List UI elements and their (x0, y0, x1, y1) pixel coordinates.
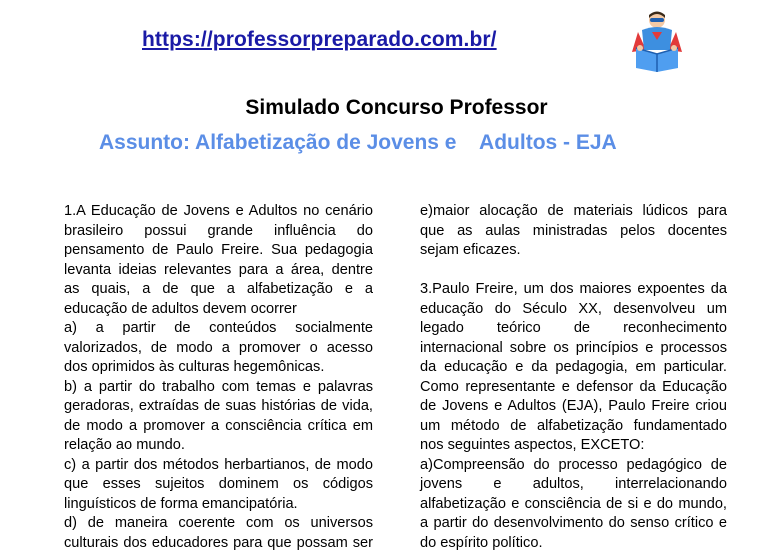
page-subtitle: Assunto: Alfabetização de Jovens e Adultos - EJA (99, 131, 617, 155)
option-d-line: culturais dos educadores para que possam ser (64, 534, 373, 553)
option-a-line: do espírito político. (420, 534, 727, 553)
page-title: Simulado Concurso Professor (0, 96, 771, 120)
text-line: as quais, a de que a alfabetização e a (64, 280, 373, 300)
option-e-line: que as aulas ministradas pelos docentes (420, 222, 727, 242)
text-line: internacional sobre os princípios e processos (420, 339, 727, 359)
option-e-line: sejam eficazes. (420, 241, 727, 261)
option-a-line: valorizados, de modo a promover o acesso (64, 339, 373, 359)
text-line: da educação e da pedagogia, em particular. (420, 358, 727, 378)
option-c-line: linguísticos de forma emancipatória. (64, 495, 373, 515)
text-line: 1.A Educação de Jovens e Adultos no cenário (64, 202, 373, 222)
option-e-line: e)maior alocação de materiais lúdicos para (420, 202, 727, 222)
option-a-line: a)Compreensão do processo pedagógico de (420, 456, 727, 476)
text-line: nos seguintes aspectos, EXCETO: (420, 436, 727, 456)
text-line: um método de alfabetização fundamentado (420, 417, 727, 437)
text-line: de Jovens e Adultos (EJA), Paulo Freire criou (420, 397, 727, 417)
option-b-line: geradoras, extraídas de suas histórias de vida, (64, 397, 373, 417)
text-line: educação do Século XX, desenvolveu um (420, 300, 727, 320)
text-line: Como representante e defensor da Educação (420, 378, 727, 398)
option-a-line: a) a partir de conteúdos socialmente (64, 319, 373, 339)
superhero-book-logo-icon (628, 10, 686, 72)
text-line: educação de adultos devem ocorrer (64, 300, 373, 320)
question-1-column (64, 202, 373, 553)
question-3-column (420, 202, 727, 553)
text-line: legado teórico de reconhecimento (420, 319, 727, 339)
option-d-line: d) de maneira coerente com os universos (64, 514, 373, 534)
blank-line (420, 261, 727, 281)
option-a-line: jovens e adultos, interrelacionando (420, 475, 727, 495)
text-line: levanta ideias relevantes para a área, dentre (64, 261, 373, 281)
option-a-line: a partir do desenvolvimento do senso crítico e (420, 514, 727, 534)
text-line: pensamento de Paulo Freire. Sua pedagogia (64, 241, 373, 261)
option-b-line: relação ao mundo. (64, 436, 373, 456)
option-c-line: que esses sujeitos dominem os códigos (64, 475, 373, 495)
site-link[interactable]: https://professorpreparado.com.br/ (142, 28, 497, 52)
option-a-line: alfabetização e consciência de si e do mundo, (420, 495, 727, 515)
option-a-line: dos oprimidos às culturas hegemônicas. (64, 358, 373, 378)
option-c-line: c) a partir dos métodos herbartianos, de modo (64, 456, 373, 476)
text-line: brasileiro possui grande influência do (64, 222, 373, 242)
text-line: 3.Paulo Freire, um dos maiores expoentes da (420, 280, 727, 300)
option-b-line: b) a partir do trabalho com temas e palavras (64, 378, 373, 398)
option-b-line: de modo a promover a consciência crítica em (64, 417, 373, 437)
